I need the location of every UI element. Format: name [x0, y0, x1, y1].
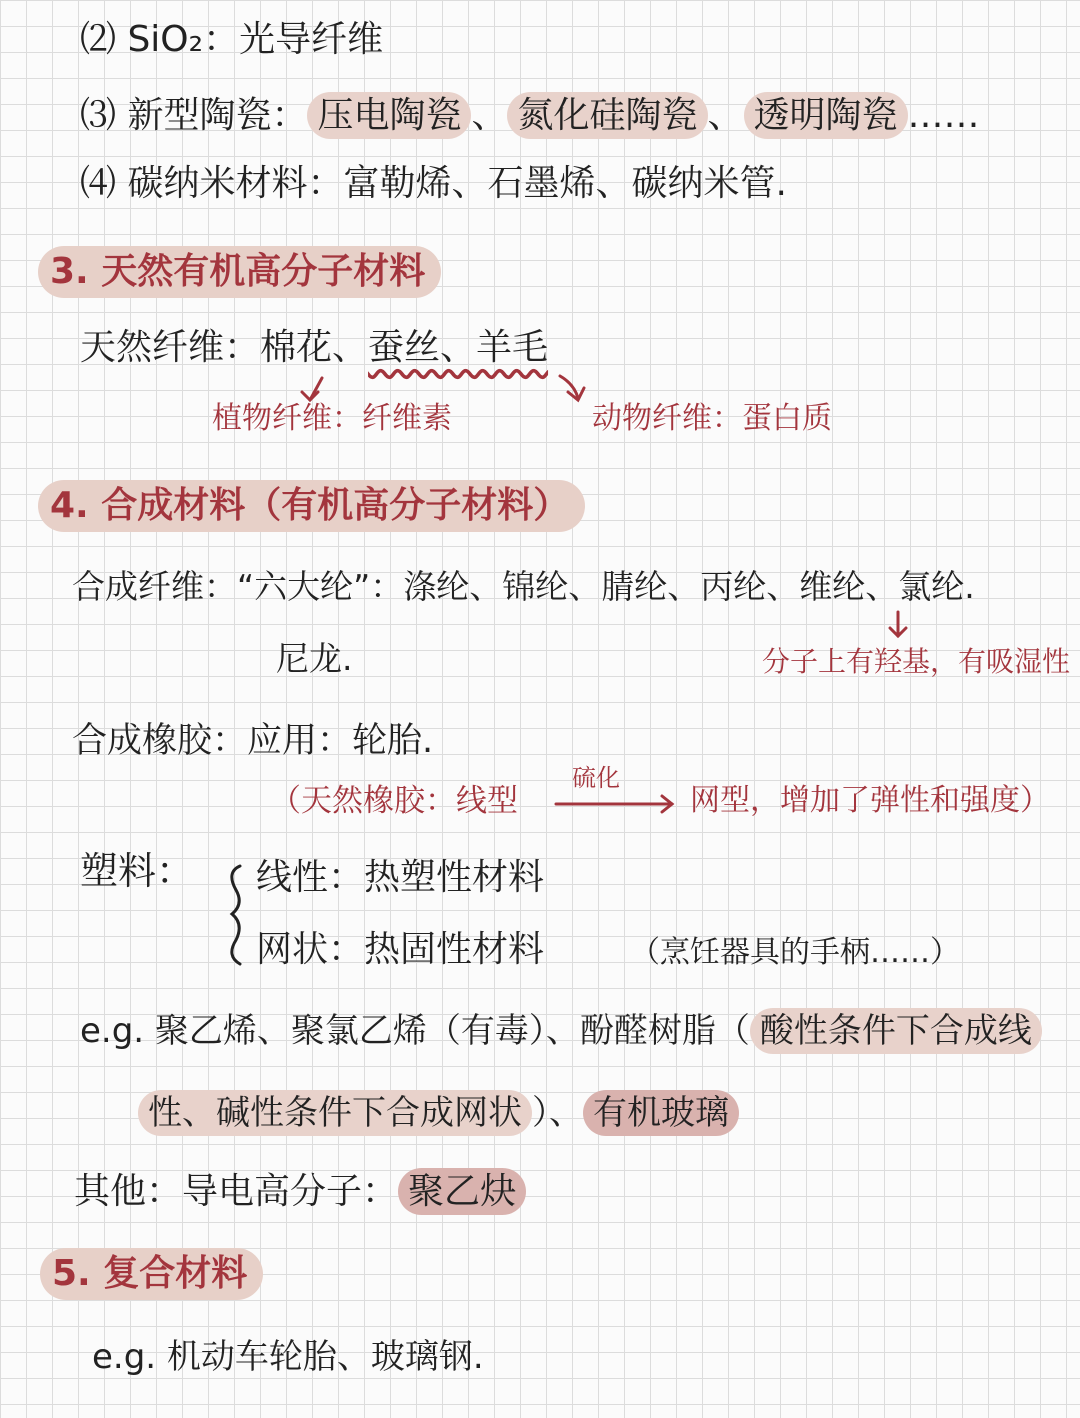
nylon: 尼龙.: [276, 639, 353, 678]
eg-plastics-prefix: e.g. 聚乙烯、聚氯乙烯（有毒）、酚醛树脂（: [80, 1011, 750, 1051]
vinylon-note: 分子上有羟基，有吸湿性: [762, 645, 1071, 678]
silicon-nitride-ceramic: 氮化硅陶瓷: [507, 92, 707, 139]
animal-fiber: 动物纤维：蛋白质: [592, 401, 832, 436]
sep: 、: [707, 95, 744, 136]
polyacetylene: 聚乙炔: [398, 1168, 526, 1215]
close-paren: ）、: [532, 1093, 583, 1133]
composite-eg: e.g. 机动车轮胎、玻璃钢.: [92, 1337, 484, 1377]
line-carbon-nano: ⑷ 碳纳米材料：富勒烯、石墨烯、碳纳米管.: [80, 163, 787, 204]
line-sio2: ⑵ SiO₂：光导纤维: [80, 19, 384, 60]
vulcanize-arrow: [556, 796, 672, 812]
plastic-label: 塑料：: [80, 849, 195, 893]
section3-title: 3. 天然有机高分子材料: [38, 246, 441, 298]
other-prefix: 其他：导电高分子：: [74, 1171, 399, 1212]
section5-title: 5. 复合材料: [40, 1248, 263, 1300]
linear-plastic: 线性：热塑性材料: [256, 857, 545, 898]
sep: 、: [471, 95, 508, 136]
organic-glass: 有机玻璃: [583, 1090, 739, 1136]
natural-fiber-label: 天然纤维：: [80, 327, 261, 368]
section4-title: 4. 合成材料（有机高分子材料）: [38, 480, 585, 532]
piezo-ceramic: 压电陶瓷: [307, 92, 471, 139]
ellipsis: ……: [907, 95, 980, 136]
transparent-ceramic: 透明陶瓷: [744, 92, 908, 139]
arrow-to-plant-fiber: [302, 378, 322, 400]
rubber-note-left: （天然橡胶：线型: [270, 783, 518, 819]
new-ceramics-label: ⑶ 新型陶瓷：: [80, 95, 308, 136]
synthetic-fiber-line: 合成纤维：“六大纶”：涤纶、锦纶、腈纶、丙纶、维纶、氯纶.: [72, 567, 975, 606]
cotton: 棉花、: [260, 327, 369, 368]
rubber-note-right: 网型，增加了弹性和强度）: [690, 783, 1050, 818]
arrow-to-vinylon-note: [890, 612, 906, 636]
network-note: （烹饪器具的手柄……）: [630, 935, 960, 970]
plastic-brace: [232, 866, 240, 964]
silk-wool: 蚕丝、羊毛: [368, 327, 549, 368]
arrow-to-animal-fiber: [560, 376, 584, 400]
synthetic-rubber-line: 合成橡胶：应用：轮胎.: [72, 721, 434, 761]
acidic-condition: 酸性条件下合成线: [750, 1008, 1042, 1054]
plant-fiber: 植物纤维：纤维素: [212, 401, 452, 436]
vulcanize-label: 硫化: [572, 764, 620, 792]
network-plastic: 网状：热固性材料: [256, 929, 545, 970]
basic-condition: 性、碱性条件下合成网状: [138, 1090, 532, 1136]
